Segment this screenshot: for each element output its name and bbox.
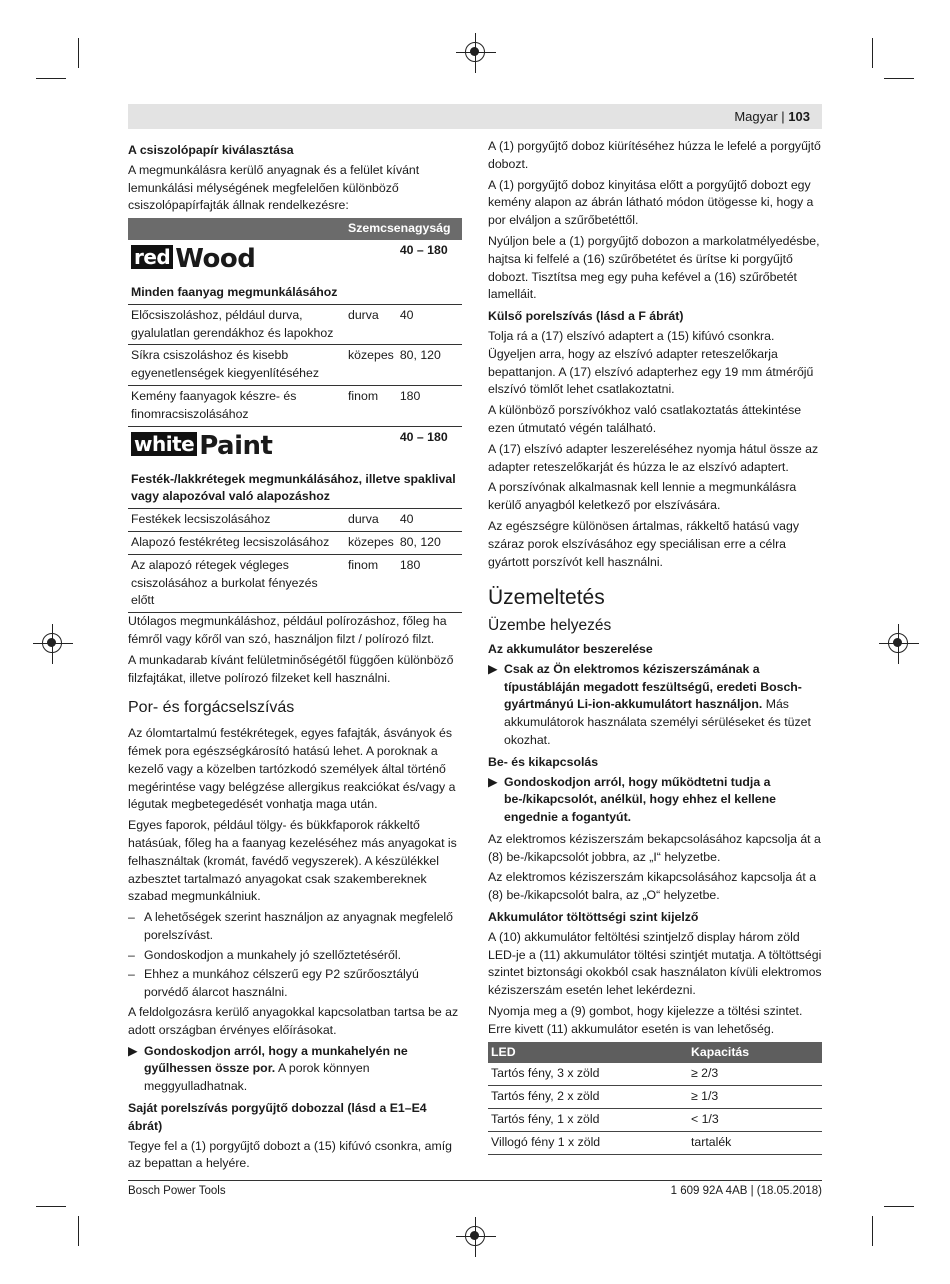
paragraph: Az egészségre különösen ártalmas, rákkeltő hatású vagy száraz porok elszívásához egy speciálisan erre a célra gyártott porszívót kell használni. <box>488 518 800 569</box>
white-paint-logo: white Paint <box>131 431 272 461</box>
table-cell: közepes <box>345 531 397 554</box>
table-row: Tartós fény, 1 x zöld < 1/3 <box>488 1109 822 1132</box>
crop-mark <box>36 78 66 79</box>
table-cell: Alapozó festékréteg lecsiszolásához <box>128 531 345 554</box>
led-header: LED <box>488 1042 688 1064</box>
heading-startup: Üzembe helyezés <box>488 617 612 635</box>
heading-operation: Üzemeltetés <box>488 586 605 610</box>
crop-mark <box>884 1206 914 1207</box>
table-cell: finom <box>345 554 397 612</box>
table-row: Villogó fény 1 x zöld tartalék <box>488 1131 822 1154</box>
warning-bullet: ▶ Csak az Ön elektromos kéziszerszámának a típustábláján megadott feszültségű, eredeti Bosch-gyártmányú Li-ion-akkumulátort használjon. Más akkumulátorok használata személyi sérüléseket és tüzet okozhat. <box>488 661 811 747</box>
table-cell: 80, 120 <box>397 345 462 386</box>
registration-mark-icon <box>465 42 485 62</box>
dash-item: – A lehetőségek szerint használjon az anyagnak megfelelő porelszívást. <box>128 910 453 942</box>
page-number: Magyar | 103 <box>734 109 810 124</box>
table-cell: Festékek lecsiszolásához <box>128 509 345 532</box>
paragraph: Nyúljon bele a (1) porgyűjtő dobozon a markolatmélyedésbe, hajtsa ki felfelé a (16) szűrőbetétet és ürítse ki porgyűjtő dobozt. Tisztítsa meg egy puha kefével a (16) szűrőbetét lamelláit. <box>488 233 820 302</box>
grit-header: Szemcsenagyság <box>345 218 462 240</box>
paragraph: A (1) porgyűjtő doboz kinyitása előtt a porgyűjtő dobozt egy kemény alapon az ábrán látható módon ütögesse ki, hogy a por elváljon a szűrőbetéttől. <box>488 177 814 228</box>
table-cell: közepes <box>345 345 397 386</box>
table-cell: durva <box>345 304 397 345</box>
red-wood-logo: red Wood <box>131 244 255 274</box>
page-footer <box>128 1180 822 1197</box>
footer-doc-id: 1 609 92A 4AB | (18.05.2018) <box>670 1185 822 1197</box>
crop-mark <box>872 1216 873 1246</box>
registration-mark-icon <box>888 633 908 653</box>
paragraph: Az elektromos kéziszerszám bekapcsolásához kapcsolja át a (8) be-/kikapcsolót jobbra, az „I“ helyzetbe. <box>488 831 821 864</box>
dash-item: – Gondoskodjon a munkahely jó szellőztetéséről. <box>128 947 402 962</box>
paragraph: A porszívónak alkalmasnak kell lennie a megmunkálásra kerülő anyagból keletkező por elszívására. <box>488 480 797 513</box>
crop-mark <box>884 78 914 79</box>
triangle-bullet-icon: ▶ <box>488 661 498 676</box>
table-cell: 180 <box>397 385 462 426</box>
heading-own-extraction: Saját porelszívás porgyűjtő dobozzal (lásd a E1–E4 ábrát) <box>128 1101 427 1133</box>
left-column <box>128 138 462 1176</box>
table-cell: Síkra csiszoláshoz és kisebb egyenetlenségek kiegyenlítéséhez <box>128 345 345 386</box>
paint-range: 40 – 180 <box>399 429 448 444</box>
table-cell: finom <box>345 385 397 426</box>
paragraph: A munkadarab kívánt felületminőségétől függően különböző filzfajtákat, illetve polírozó filzeket kell használni. <box>128 652 454 685</box>
paragraph: A feldolgozásra kerülő anyagokkal kapcsolatban tartsa be az adott országban érvényes előírásokat. <box>128 1005 459 1037</box>
led-table <box>488 1042 822 1155</box>
table-cell: Előcsiszoláshoz, például durva, gyalulatlan gerendákhoz és lapokhoz <box>128 304 345 345</box>
paragraph: Tegye fel a (1) porgyűjtő dobozt a (15) kifúvó csonkra, amíg az bepattan a helyére. <box>128 1138 452 1171</box>
table-cell: 40 <box>397 509 462 532</box>
table-row: Tartós fény, 2 x zöld ≥ 1/3 <box>488 1086 822 1109</box>
warning-bullet: ▶ Gondoskodjon arról, hogy a munkahelyén ne gyűlhessen össze por. A porok könnyen meggyulladhatnak. <box>128 1043 408 1094</box>
paragraph: Tolja rá a (17) elszívó adaptert a (15) kifúvó csonkra. Ügyeljen arra, hogy az elszívó adapter reteszelőkarja bepattanjon. A (17) elszívó adapterhez egy 19 mm átmérőjű elszívó tömlőt lehet csatlakoztatni. <box>488 328 814 397</box>
paragraph: Nyomja meg a (9) gombot, hogy kijelezze a töltési szintet. Erre kivett (11) akkumulátor esetén is van lehetőség. <box>488 1004 803 1036</box>
heading-battery: Az akkumulátor beszerelése <box>488 641 653 656</box>
crop-mark <box>78 1216 79 1246</box>
dash-item: – Ehhez a munkához célszerű egy P2 szűrőosztályú porvédő álarcot használni. <box>128 967 419 1000</box>
paragraph: A különböző porszívókhoz való csatlakoztatás áttekintése ezen útmutató végén található. <box>488 403 802 435</box>
paint-subheading: Festék-/lakkrétegek megmunkálásához, illetve spaklival vagy alapozóval való alapozáshoz <box>128 463 462 509</box>
paragraph: A (1) porgyűjtő doboz kiürítéséhez húzza le lefelé a porgyűjtő dobozt. <box>488 139 821 171</box>
table-cell: Kemény faanyagok készre- és finomracsiszolásához <box>128 385 345 426</box>
crop-mark <box>36 1206 66 1207</box>
right-column <box>488 138 822 1155</box>
wood-subheading: Minden faanyag megmunkálásához <box>128 276 462 304</box>
registration-mark-icon <box>465 1226 485 1246</box>
heading-switch: Be- és kikapcsolás <box>488 754 599 769</box>
paragraph: A (10) akkumulátor feltöltési szintjelző display három zöld LED-je a (11) akkumulátor töltési szintjét mutatja. A töltöttségi szintet biztonsági okokból csak használaton kívüli elektromos kéziszerszám esetén lehet lekérdezni. <box>488 929 822 998</box>
crop-mark <box>78 38 79 68</box>
heading-external-extraction: Külső porelszívás (lásd a F ábrát) <box>488 309 684 324</box>
registration-mark-icon <box>42 633 62 653</box>
table-cell: durva <box>345 509 397 532</box>
heading-dust-extraction: Por- és forgácselszívás <box>128 699 295 717</box>
table-cell: 40 <box>397 304 462 345</box>
table-row: Tartós fény, 3 x zöld ≥ 2/3 <box>488 1063 822 1085</box>
paragraph: A (17) elszívó adapter leszereléséhez nyomja hátul össze az adapter reteszelőkarját és húzza le az elszívó adaptert. <box>488 441 819 474</box>
table-cell: 80, 120 <box>397 531 462 554</box>
paragraph: Egyes faporok, például tölgy- és bükkfaporok rákkeltő hatásúak, főleg ha a faanyag kezeléséhez más anyagokat is felhasználtak (kromát, favédő vegyszerek). A készülékkel azbesztet tartalmazó anyagokat csak szakembereknek szabad megmunkálniuk. <box>128 818 457 904</box>
table-cell: Az alapozó rétegek végleges csiszolásához a burkolat fényezés előtt <box>128 554 345 612</box>
wood-range: 40 – 180 <box>399 242 448 257</box>
triangle-bullet-icon: ▶ <box>128 1043 138 1058</box>
paragraph: Az elektromos kéziszerszám kikapcsolásához kapcsolja át a (8) be-/kikapcsolót balra, az „O“ helyzetbe. <box>488 870 817 903</box>
capacity-header: Kapacitás <box>688 1042 822 1064</box>
triangle-bullet-icon: ▶ <box>488 774 498 789</box>
paragraph: Az ólomtartalmú festékrétegek, egyes fafajták, ásványok és fémek pora egészségkárosító hatású lehet. A poroknak a kezelő vagy a közelben tartózkodó személyek által történő megérintése vagy belégzése allergikus reakciókat és/vagy a légutak megbetegedését vonhatja maga után. <box>128 726 456 812</box>
page-header <box>128 104 822 129</box>
heading-sandpaper: A csiszolópapír kiválasztása <box>128 143 294 157</box>
grit-table <box>128 218 462 613</box>
warning-bullet: ▶ Gondoskodjon arról, hogy működtetni tudja a be-/kikapcsolót, anélkül, hogy ehhez el kellene engednie a fogantyút. <box>488 774 776 825</box>
heading-charge-level: Akkumulátor töltöttségi szint kijelző <box>488 910 699 925</box>
crop-mark <box>872 38 873 68</box>
paragraph: A megmunkálásra kerülő anyagnak és a felület kívánt lemunkálási mélységének megfelelően különböző csiszolópapírfajták állnak rendelkezésre: <box>128 162 420 213</box>
table-cell: 180 <box>397 554 462 612</box>
paragraph: Utólagos megmunkáláshoz, például polírozáshoz, főleg ha fémről vagy kőről van szó, használjon filzt / polírozó filzt. <box>128 614 447 646</box>
footer-brand: Bosch Power Tools <box>128 1185 226 1197</box>
